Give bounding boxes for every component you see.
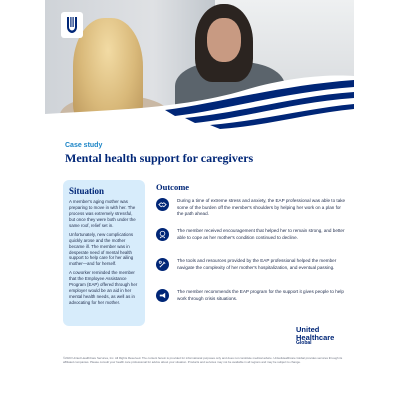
brand-wordmark — [296, 326, 356, 346]
megaphone-icon — [156, 289, 169, 302]
brand-name: United Healthcare — [296, 325, 335, 342]
outcome-item-4 — [156, 289, 346, 302]
outcome-item-1 — [156, 198, 346, 218]
brand-region: Global — [296, 340, 312, 346]
hero-wave-graphic — [45, 70, 354, 130]
situation-paragraph-3: A coworker reminded the member that the Employee Assistance Program (EAP) offered through her employer would be an aid in her mental health needs, as well as in advocating for her mother. — [69, 270, 138, 305]
handshake-icon — [156, 198, 169, 211]
outcome-text-3: The tools and resources provided by the EAP professional helped the member navigate the complexity of her mother's hospitalization, and eventual passing. — [177, 258, 337, 270]
legal-footer: ©2023 United HealthCare Services, Inc. All Rights Reserved. The content herein is provided for informational purposes only and does not constitute medical advice. UnitedHealthcare Global provides services through its affiliated companies. Please consult your health care professional for advice about your situation. Products and services may not be available in all regions and may be subject to change. — [63, 356, 343, 365]
hero-photo — [45, 0, 354, 130]
situation-box — [63, 180, 145, 326]
hero-person-right-face — [207, 18, 241, 62]
case-study-page — [45, 0, 354, 400]
outcome-heading: Outcome — [156, 182, 190, 192]
outcome-item-3 — [156, 258, 346, 271]
page-title: Mental health support for caregivers — [65, 151, 254, 165]
outcome-text-4: The member recommends the EAP program for the support it gives people to help work through crisis situations. — [177, 289, 344, 301]
situation-paragraph-2: Unfortunately, new complications quickly arose and the mother became ill. The member was in desperate need of mental health support to help care for her ailing mother—and for herself. — [69, 231, 134, 267]
outcome-text-1: During a time of extreme stress and anxiety, the EAP professional was able to take some of the burden off the member's shoulders by helping her work on a plan for the path ahead. — [177, 198, 346, 217]
situation-paragraph-1: A member's aging mother was preparing to move in with her. The process was extremely stressful, but once they were both under the same roof, relief set in. — [69, 199, 136, 228]
outcome-text-2: The member received encouragement that helped her to remain strong, and better able to cope as her mother's condition continued to decline. — [177, 228, 345, 240]
situation-heading: Situation — [69, 186, 105, 196]
uhc-u-shield-icon — [61, 12, 83, 38]
case-study-kicker: Case study — [65, 142, 103, 149]
outcome-item-2 — [156, 228, 346, 241]
heart-head-icon — [156, 228, 169, 241]
tools-icon — [156, 258, 169, 271]
